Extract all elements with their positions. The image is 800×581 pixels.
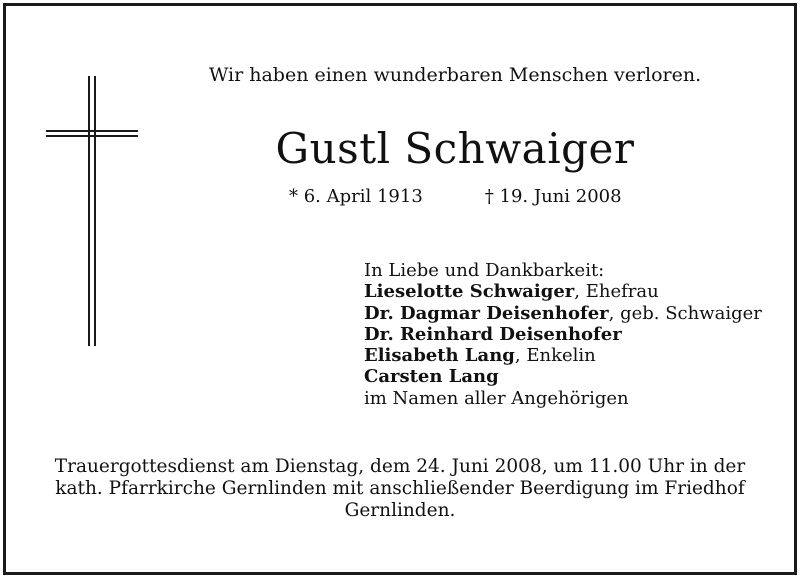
member-note: , Enkelin [514, 345, 596, 367]
family-member [364, 366, 762, 387]
member-name: Carsten Lang [364, 366, 499, 388]
member-name: Lieselotte Schwaiger [364, 281, 575, 303]
life-dates [289, 186, 622, 207]
birth-date: * 6. April 1913 [289, 186, 423, 207]
member-name: Dr. Dagmar Deisenhofer [364, 302, 609, 324]
family-member [364, 345, 762, 366]
service-line: kath. Pfarrkirche Gernlinden mit anschließender Beerdigung im Friedhof [55, 478, 745, 499]
member-name: Elisabeth Lang [364, 345, 515, 367]
family-member [364, 324, 762, 345]
death-date: † 19. Juni 2008 [484, 186, 622, 207]
cross-icon [46, 76, 138, 346]
family-list [364, 260, 762, 409]
service-line: Trauergottesdienst am Dienstag, dem 24. Juni 2008, um 11.00 Uhr in der [54, 456, 746, 477]
service-line: Gernlinden. [344, 500, 456, 521]
family-member [364, 281, 762, 302]
member-note: , Ehefrau [574, 281, 659, 303]
intro-text: Wir haben einen wunderbaren Menschen verloren. [208, 64, 702, 86]
obituary-notice [3, 3, 797, 575]
service-info [26, 456, 774, 522]
family-closing: im Namen aller Angehörigen [364, 387, 629, 409]
family-member [364, 303, 762, 324]
family-heading: In Liebe und Dankbarkeit: [364, 260, 605, 281]
deceased-name: Gustl Schwaiger [275, 124, 635, 173]
member-name: Dr. Reinhard Deisenhofer [364, 323, 622, 345]
member-note: , geb. Schwaiger [608, 302, 762, 324]
